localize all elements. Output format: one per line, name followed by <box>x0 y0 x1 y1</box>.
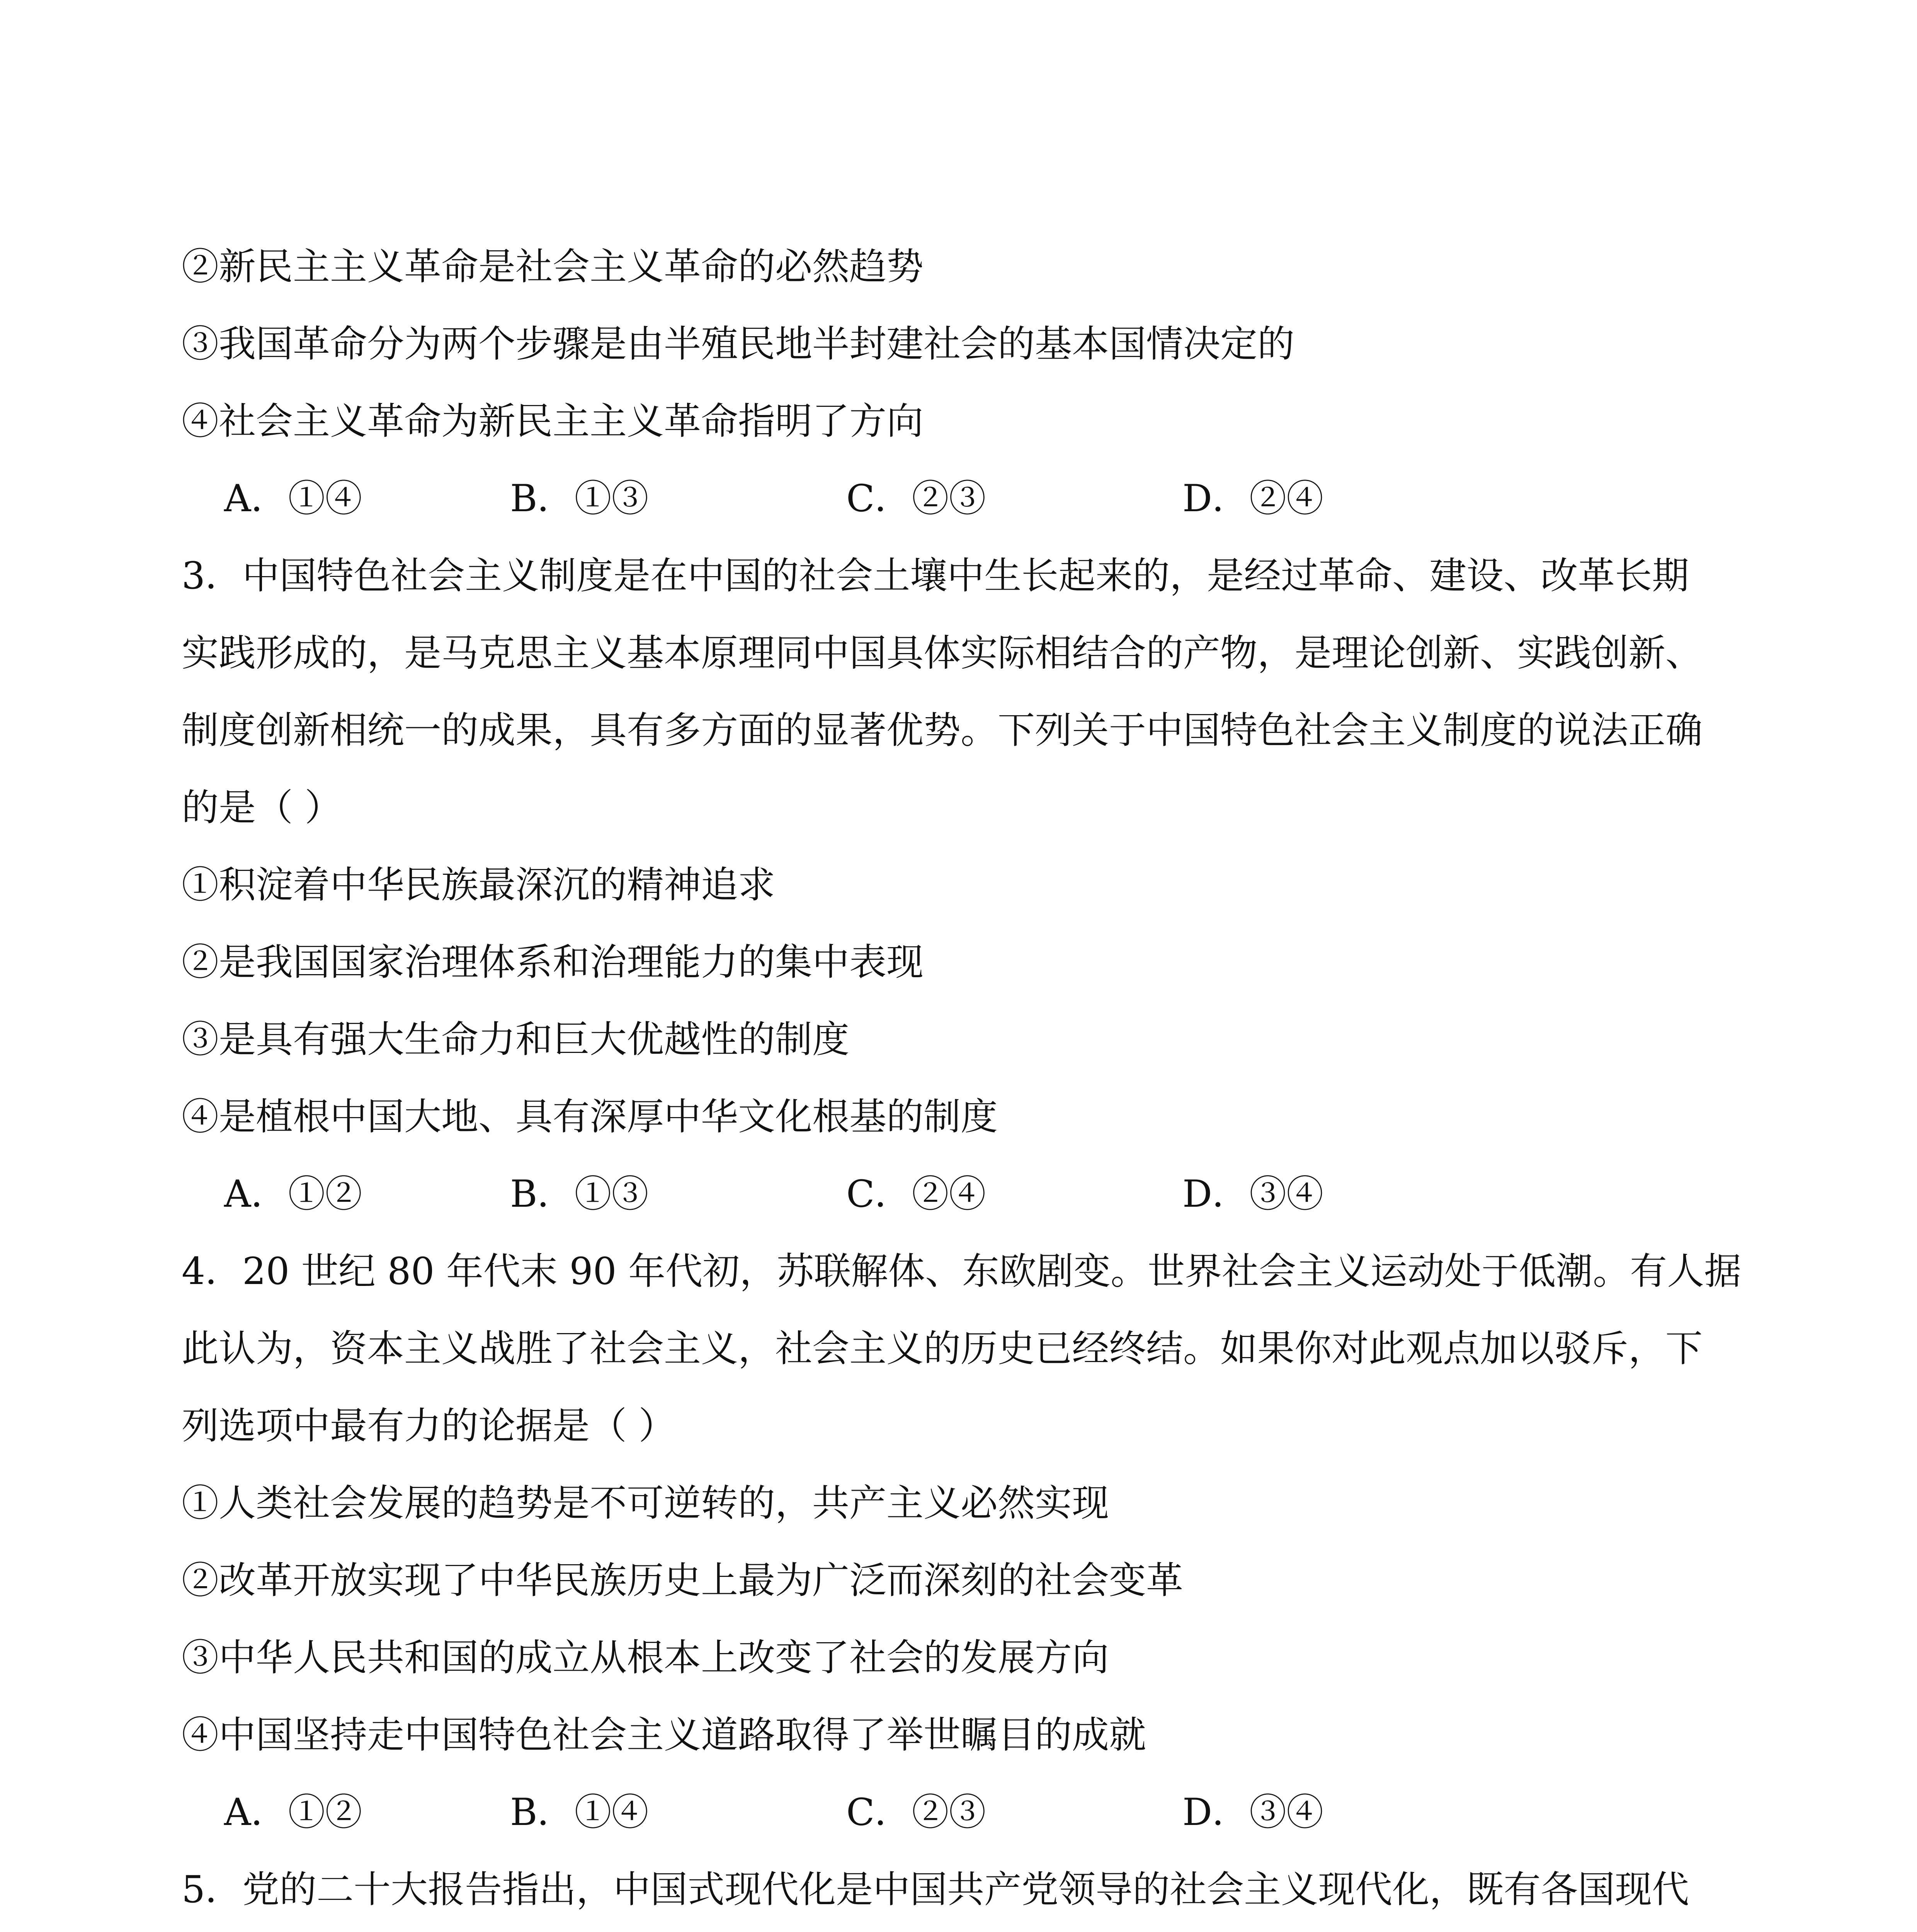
q4-option-c: C．②③ <box>846 1791 986 1834</box>
q4-option-b: B．①④ <box>510 1791 649 1834</box>
q3-stem-line-4: 的是（ ） <box>182 786 342 829</box>
q2-option-a: A．①④ <box>224 477 362 520</box>
q4-option-a: A．①② <box>224 1791 362 1834</box>
q3-statement-3: ③是具有强大生命力和巨大优越性的制度 <box>182 1018 849 1061</box>
q3-statement-1: ①积淀着中华民族最深沉的精神追求 <box>182 863 775 906</box>
q4-statement-1: ①人类社会发展的趋势是不可逆转的，共产主义必然实现 <box>182 1481 1109 1525</box>
q2-option-c: C．②③ <box>846 477 986 520</box>
q3-option-c: C．②④ <box>846 1172 986 1216</box>
q2-statement-2: ②新民主主义革命是社会主义革命的必然趋势 <box>182 245 924 288</box>
q4-statement-3: ③中华人民共和国的成立从根本上改变了社会的发展方向 <box>182 1636 1109 1679</box>
q4-stem-line-1: 4．20 世纪 80 年代末 90 年代初，苏联解体、东欧剧变。世界社会主义运动处于低潮。有人据 <box>182 1250 1742 1293</box>
q4-stem-line-2: 此认为，资本主义战胜了社会主义，社会主义的历史已经终结。如果你对此观点加以驳斥，下 <box>182 1327 1703 1370</box>
q5-stem-line-1: 5．党的二十大报告指出，中国式现代化是中国共产党领导的社会主义现代化，既有各国现代 <box>182 1868 1689 1911</box>
q4-option-d: D．③④ <box>1182 1791 1323 1834</box>
q3-stem-line-1: 3．中国特色社会主义制度是在中国的社会土壤中生长起来的，是经过革命、建设、改革长期 <box>182 554 1689 597</box>
q2-option-b: B．①③ <box>510 477 649 520</box>
q4-stem-line-3: 列选项中最有力的论据是（ ） <box>182 1404 676 1447</box>
q3-option-a: A．①② <box>224 1172 362 1216</box>
q3-stem-line-3: 制度创新相统一的成果，具有多方面的显著优势。下列关于中国特色社会主义制度的说法正确 <box>182 709 1703 752</box>
q3-statement-4: ④是植根中国大地、具有深厚中华文化根基的制度 <box>182 1095 998 1138</box>
q4-statement-4: ④中国坚持走中国特色社会主义道路取得了举世瞩目的成就 <box>182 1713 1146 1757</box>
q2-statement-3: ③我国革命分为两个步骤是由半殖民地半封建社会的基本国情决定的 <box>182 322 1294 366</box>
q4-statement-2: ②改革开放实现了中华民族历史上最为广泛而深刻的社会变革 <box>182 1559 1183 1602</box>
q3-option-b: B．①③ <box>510 1172 649 1216</box>
q3-stem-line-2: 实践形成的，是马克思主义基本原理同中国具体实际相结合的产物，是理论创新、实践创新、 <box>182 631 1703 675</box>
q3-statement-2: ②是我国国家治理体系和治理能力的集中表现 <box>182 940 924 984</box>
q3-option-d: D．③④ <box>1182 1172 1323 1216</box>
q2-option-d: D．②④ <box>1182 477 1323 520</box>
q2-statement-4: ④社会主义革命为新民主主义革命指明了方向 <box>182 400 924 443</box>
